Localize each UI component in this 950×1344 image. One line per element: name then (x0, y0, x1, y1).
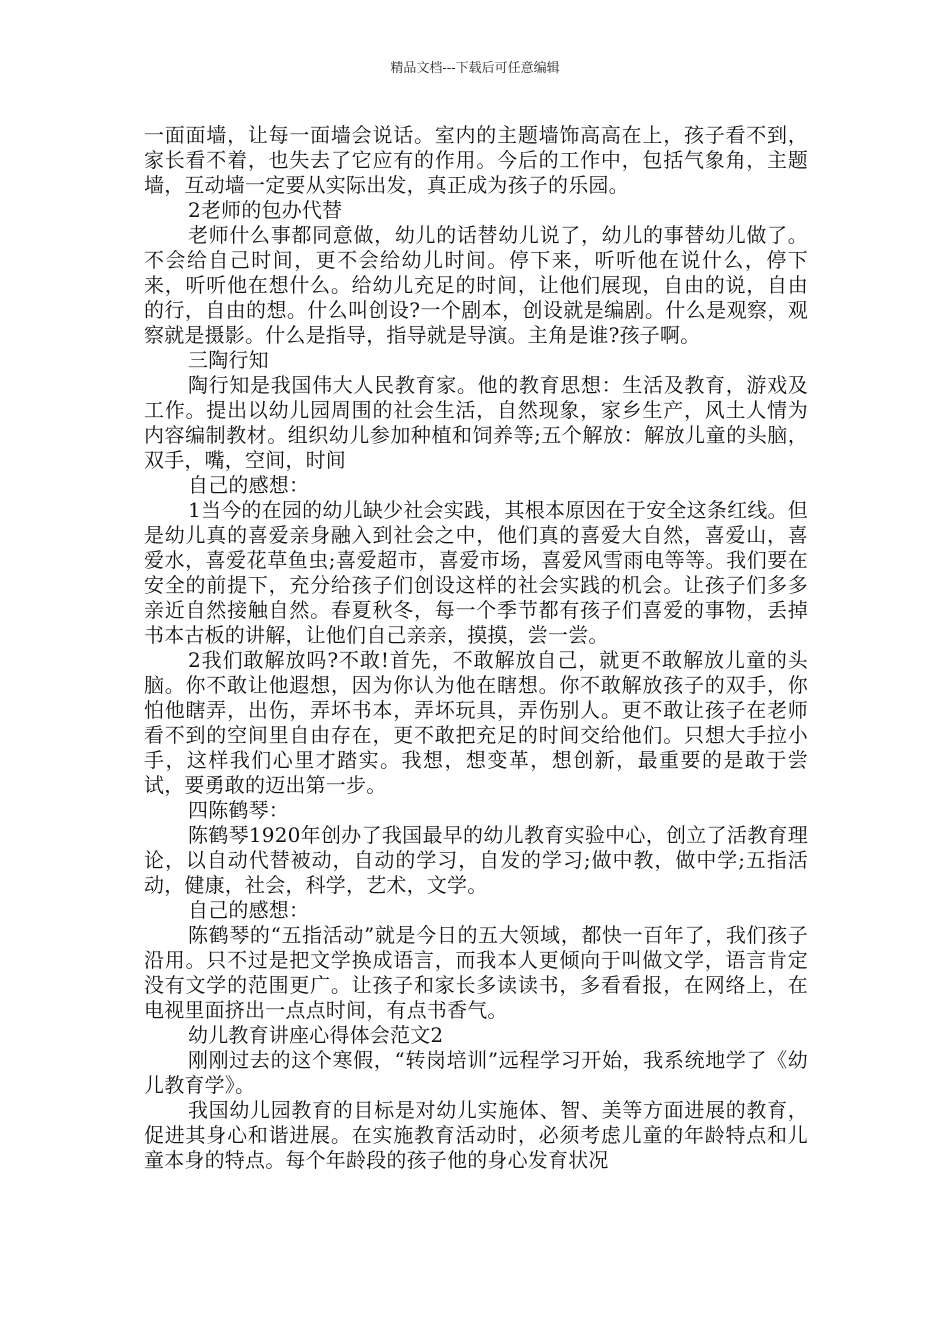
section-heading: 自己的感想： (188, 473, 310, 497)
paragraph: 老师什么事都同意做，幼儿的话替幼儿说了，幼儿的事替幼儿做了。不会给自己时间，更不会给幼儿时间。停下来，听听他在说什么，停下来，听听他在想什么。给幼儿充足的时间，让他们展现，自由的说，自由的行，自由的想。什么叫创设?一个剧本，创设就是编剧。什么是观察，观察就是摄影。什么是指导，指导就是导演。主角是谁?孩子啊。 (144, 223, 808, 347)
section-heading: 2老师的包办代替 (188, 198, 343, 222)
section-heading: 幼儿教育讲座心得体会范文2 (188, 1023, 444, 1047)
paragraph: 陈鹤琴的“五指活动”就是今日的五大领域，都快一百年了，我们孩子沿用。只不过是把文学换成语言，而我本人更倾向于叫做文学，语言肯定没有文学的范围更广。让孩子和家长多读读书，多看看报，在网络上，在电视里面挤出一点点时间，有点书香气。 (144, 923, 808, 1022)
section-heading: 三陶行知 (188, 348, 269, 372)
paragraph: 2我们敢解放吗?不敢!首先，不敢解放自己，就更不敢解放儿童的头脑。你不敢让他遐想，因为你认为他在瞎想。你不敢解放孩子的双手，你怕他瞎弄，出伤，弄坏书本，弄坏玩具，弄伤别人。更不敢让孩子在老师看不到的空间里自由存在，更不敢把充足的时间交给他们。只想大手拉小手，这样我们心里才踏实。我想，想变革，想创新，最重要的是敢于尝试，要勇敢的迈出第一步。 (144, 648, 808, 797)
section-heading: 四陈鹤琴： (188, 798, 289, 822)
section-heading: 自己的感想： (188, 898, 310, 922)
paragraph: 刚刚过去的这个寒假，“转岗培训”远程学习开始，我系统地学了《幼儿教育学》。 (144, 1048, 808, 1097)
paragraph: 陶行知是我国伟大人民教育家。他的教育思想：生活及教育，游戏及工作。提出以幼儿园周围的社会生活，自然现象，家乡生产，风土人情为内容编制教材。组织幼儿参加种植和饲养等;五个解放：解放儿童的头脑，双手，嘴，空间，时间 (144, 373, 808, 472)
paragraph: 我国幼儿园教育的目标是对幼儿实施体、智、美等方面进展的教育，促进其身心和谐进展。在实施教育活动时，必须考虑儿童的年龄特点和儿童本身的特点。每个年龄段的孩子他的身心发育状况 (144, 1098, 808, 1172)
page-header: 精品文档---下载后可任意编辑 (390, 61, 560, 76)
paragraph: 一面面墙，让每一面墙会说话。室内的主题墙饰高高在上，孩子看不到，家长看不着，也失去了它应有的作用。今后的工作中，包括气象角，主题墙，互动墙一定要从实际出发，真正成为孩子的乐园。 (144, 123, 808, 197)
paragraph: 1当今的在园的幼儿缺少社会实践，其根本原因在于安全这条红线。但是幼儿真的喜爱亲身融入到社会之中，他们真的喜爱大自然，喜爱山，喜爱水，喜爱花草鱼虫;喜爱超市，喜爱市场，喜爱风雪雨电等等。我们要在安全的前提下，充分给孩子们创设这样的社会实践的机会。让孩子们多多亲近自然接触自然。春夏秋冬，每一个季节都有孩子们喜爱的事物，丢掉书本古板的讲解，让他们自己亲亲，摸摸，尝一尝。 (144, 498, 808, 647)
paragraph: 陈鹤琴1920年创办了我国最早的幼儿教育实验中心，创立了活教育理论，以自动代替被动，自动的学习，自发的学习;做中教，做中学;五指活动，健康，社会，科学，艺术，文学。 (144, 823, 808, 897)
document-body (144, 123, 808, 1173)
